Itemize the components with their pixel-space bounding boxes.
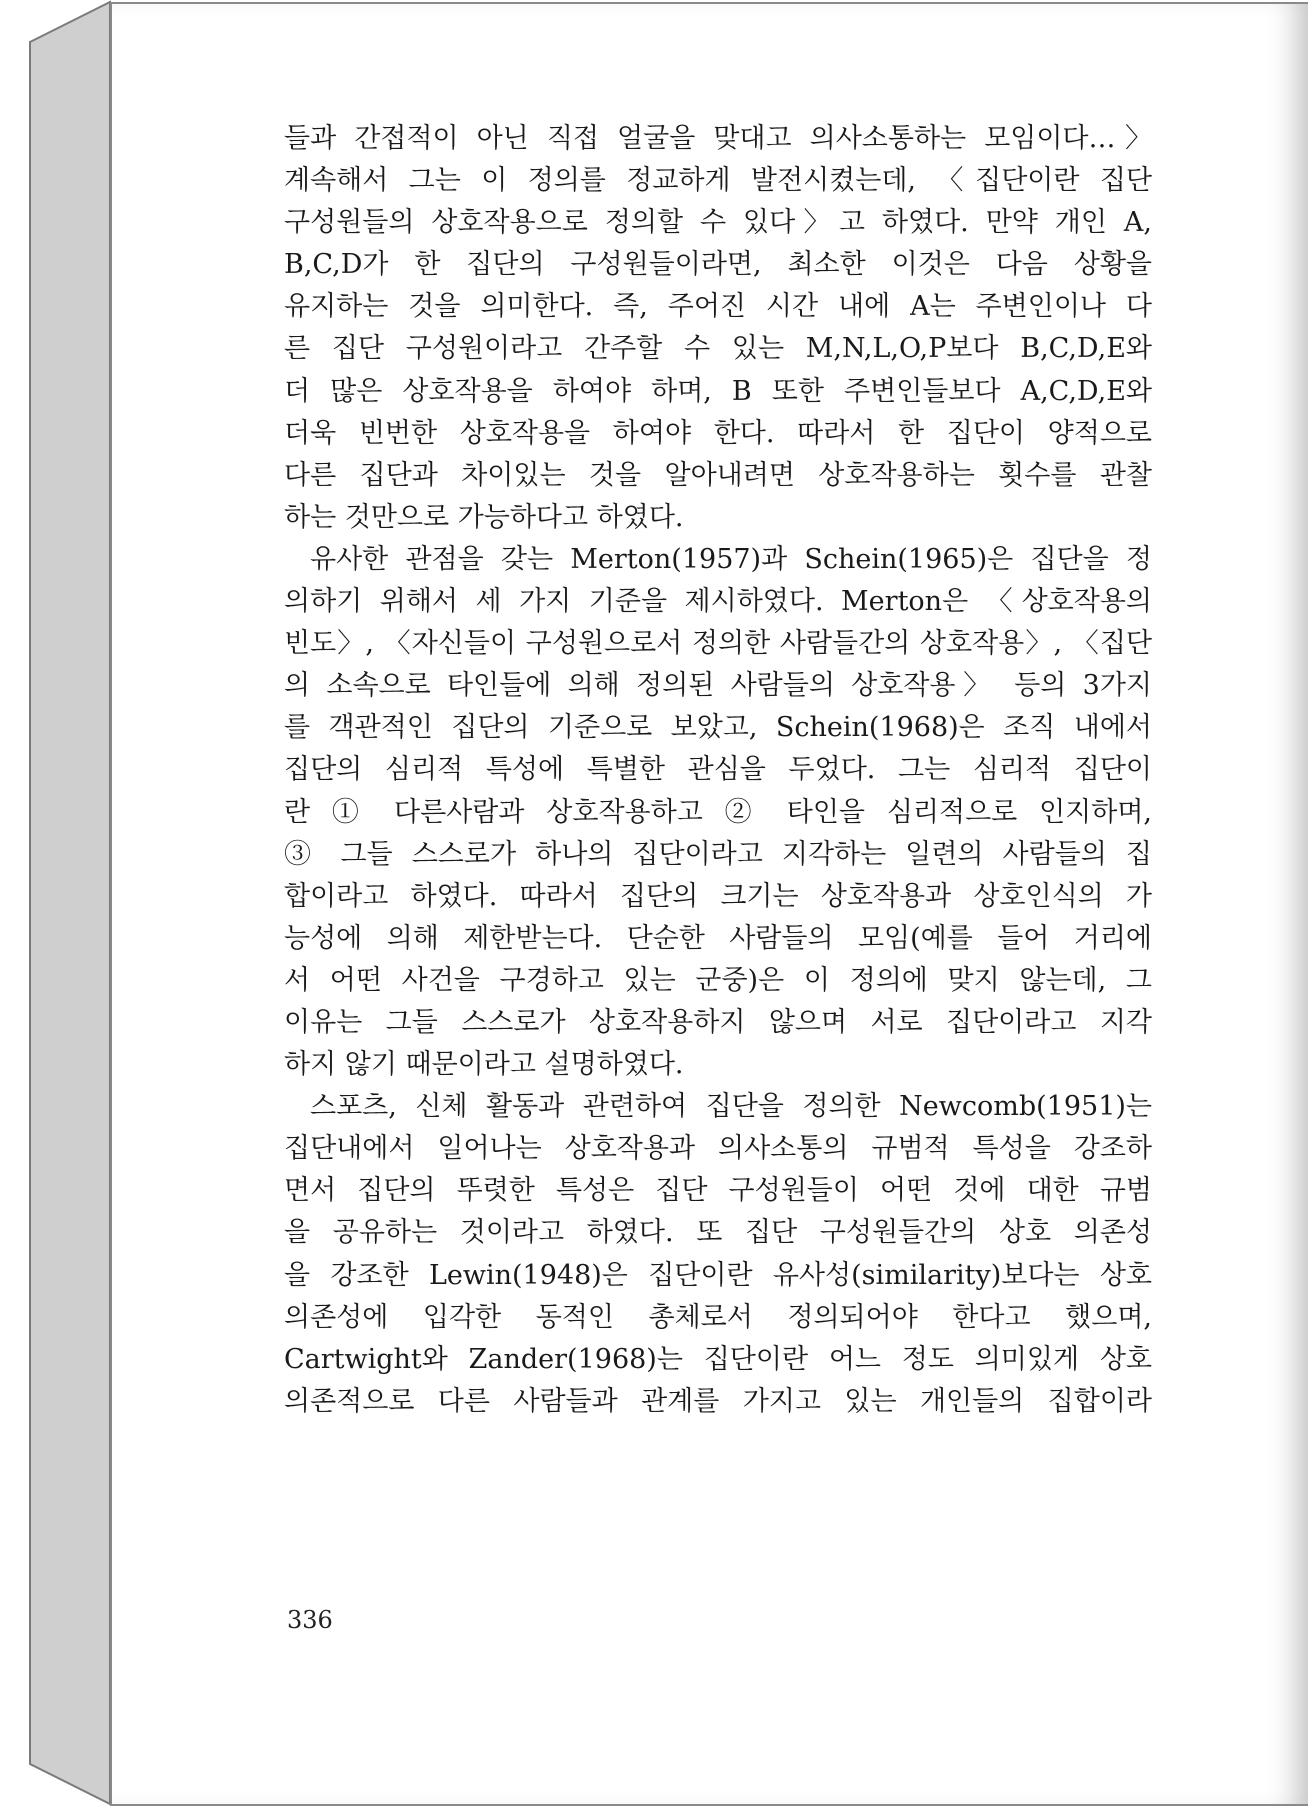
text-line: 유지하는 것을 의미한다. 즉, 주어진 시간 내에 A는 주변인이나 다	[284, 291, 1152, 323]
text-line: 스포츠, 신체 활동과 관련하여 집단을 정의한 Newcomb(1951)는	[310, 1091, 1152, 1123]
text-line: 능성에 의해 제한받는다. 단순한 사람들의 모임(예를 들어 거리에	[284, 922, 1152, 954]
text-line: ③ 그들 스스로가 하나의 집단이라고 지각하는 일련의 사람들의 집	[284, 838, 1152, 870]
paragraph	[284, 539, 1152, 1086]
text-line: 을 공유하는 것이라고 하였다. 또 집단 구성원들간의 상호 의존성	[284, 1217, 1152, 1249]
text-line: 이유는 그들 스스로가 상호작용하지 않으며 서로 집단이라고 지각	[284, 1006, 1152, 1038]
page-body-text	[284, 118, 1152, 1423]
text-line: 들과 간접적이 아닌 직접 얼굴을 맞대고 의사소통하는 모임이다…〉	[284, 123, 1152, 154]
text-line: 더 많은 상호작용을 하여야 하며, B 또한 주변인들보다 A,C,D,E와	[284, 375, 1152, 407]
text-line: 집단의 심리적 특성에 특별한 관심을 두었다. 그는 심리적 집단이	[284, 754, 1152, 786]
text-line: 를 객관적인 집단의 기준으로 보았고, Schein(1968)은 조직 내에서	[284, 712, 1152, 744]
text-line: 의하기 위해서 세 가지 기준을 제시하였다. Merton은 〈상호작용의	[284, 586, 1152, 618]
text-line: 계속해서 그는 이 정의를 정교하게 발전시켰는데, 〈집단이란 집단	[284, 165, 1152, 197]
paragraph	[284, 1086, 1152, 1423]
text-line: 면서 집단의 뚜렷한 특성은 집단 구성원들이 어떤 것에 대한 규범	[284, 1175, 1152, 1207]
text-line: B,C,D가 한 집단의 구성원들이라면, 최소한 이것은 다음 상황을	[284, 249, 1152, 281]
text-line: 하지 않기 때문이라고 설명하였다.	[284, 1049, 684, 1081]
text-line: 란 ① 다른사람과 상호작용하고 ② 타인을 심리적으로 인지하며,	[284, 796, 1152, 828]
text-line: 을 강조한 Lewin(1948)은 집단이란 유사성(similarity)보다는 상호	[284, 1259, 1152, 1291]
text-line: 빈도〉, 〈자신들이 구성원으로서 정의한 사람들간의 상호작용〉, 〈집단	[284, 628, 1152, 660]
text-line: 의 소속으로 타인들에 의해 정의된 사람들의 상호작용〉 등의 3가지	[284, 670, 1152, 702]
text-line: 더욱 빈번한 상호작용을 하여야 한다. 따라서 한 집단이 양적으로	[284, 417, 1152, 449]
paragraph	[284, 118, 1152, 539]
text-line: 하는 것만으로 가능하다고 하였다.	[284, 501, 684, 533]
text-line: 의존적으로 다른 사람들과 관계를 가지고 있는 개인들의 집합이라	[284, 1385, 1152, 1417]
text-line: 의존성에 입각한 동적인 총체로서 정의되어야 한다고 했으며,	[284, 1301, 1152, 1333]
text-line: Cartwight와 Zander(1968)는 집단이란 어느 정도 의미있게 상호	[284, 1343, 1152, 1375]
page-number: 336	[287, 1606, 333, 1634]
text-line: 서 어떤 사건을 구경하고 있는 군중)은 이 정의에 맞지 않는데, 그	[284, 964, 1152, 996]
text-line: 른 집단 구성원이라고 간주할 수 있는 M,N,L,O,P보다 B,C,D,E와	[284, 333, 1152, 365]
text-line: 구성원들의 상호작용으로 정의할 수 있다〉고 하였다. 만약 개인 A,	[284, 207, 1152, 239]
text-line: 유사한 관점을 갖는 Merton(1957)과 Schein(1965)은 집단을 정	[310, 543, 1152, 575]
text-line: 다른 집단과 차이있는 것을 알아내려면 상호작용하는 횟수를 관찰	[284, 459, 1152, 491]
text-line: 집단내에서 일어나는 상호작용과 의사소통의 규범적 특성을 강조하	[284, 1133, 1152, 1165]
text-line: 합이라고 하였다. 따라서 집단의 크기는 상호작용과 상호인식의 가	[284, 880, 1152, 912]
